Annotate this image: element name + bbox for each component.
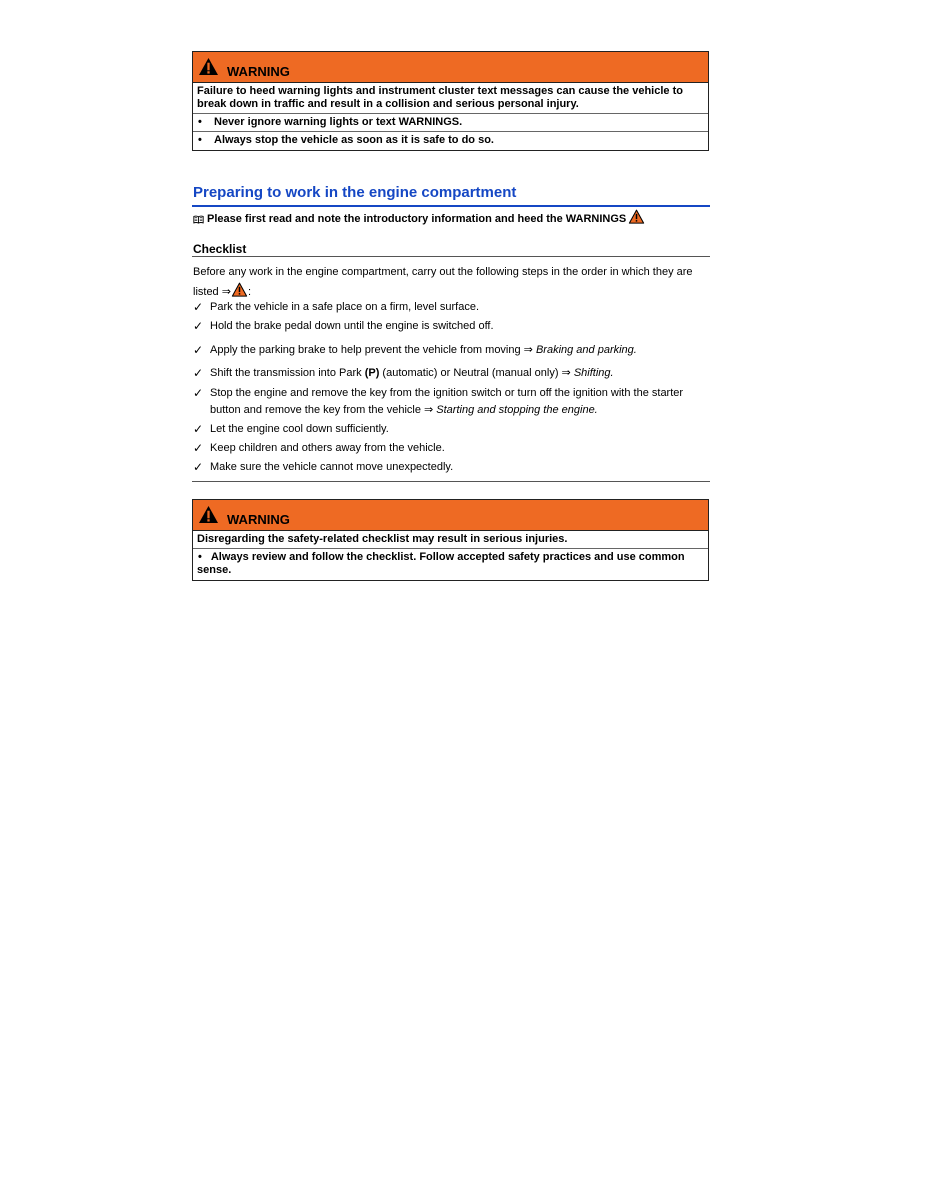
checklist-item-text: Stop the engine and remove the key from the ignition switch or turn off the ignition with the starter button and remove the key from the vehicle ⇒	[210, 387, 684, 416]
checkmark-icon: ✓	[193, 422, 204, 436]
cross-reference-link[interactable]: Braking and parking.	[535, 344, 637, 356]
checklist-item-text: Apply the parking brake to help prevent the vehicle from moving ⇒	[210, 344, 536, 356]
book-icon	[193, 215, 204, 224]
checklist-item-text: Let the engine cool down sufficiently.	[210, 423, 389, 435]
checkmark-icon: ✓	[193, 441, 204, 455]
cross-reference-link[interactable]: Starting and stopping the engine.	[436, 404, 598, 416]
checklist-item-text: Park the vehicle in a safe place on a firm, level surface.	[210, 301, 480, 313]
checklist-intro-text: Before any work in the engine compartment, carry out the following steps in the order in which they are listed ⇒	[193, 266, 693, 298]
checkmark-icon: ✓	[193, 366, 204, 380]
checklist-item	[193, 421, 708, 438]
section-title-rule	[192, 205, 710, 207]
warning-triangle-icon[interactable]	[628, 209, 645, 224]
warning-text: Disregarding the safety-related checklist may result in serious injuries.	[197, 533, 568, 545]
warning-body	[193, 83, 708, 150]
bullet-dot: •	[198, 134, 202, 146]
checklist-end-rule	[192, 481, 710, 482]
warning-triangle-icon	[198, 505, 219, 524]
checklist-item-text: Keep children and others away from the vehicle.	[210, 442, 445, 454]
warning-title: WARNING	[227, 64, 290, 79]
checklist-heading: Checklist	[193, 242, 247, 256]
park-position-label: (P)	[364, 367, 380, 379]
warning-bullet	[197, 116, 703, 129]
warning-bullet	[197, 134, 703, 147]
divider	[193, 131, 708, 132]
warning-bullet-text: Never ignore warning lights or text WARNINGS.	[214, 116, 463, 128]
intro-note-text: Please first read and note the introductory information and heed the WARNINGS	[207, 213, 627, 225]
warning-box-top	[192, 51, 709, 151]
checkmark-icon: ✓	[193, 300, 204, 314]
intro-note	[193, 213, 645, 225]
checklist-item-text: Hold the brake pedal down until the engine is switched off.	[210, 320, 494, 332]
divider	[193, 548, 708, 549]
section-title: Preparing to work in the engine compartment	[193, 184, 517, 201]
warning-header	[193, 52, 708, 83]
checklist-item-text: (automatic) or Neutral (manual only) ⇒	[379, 367, 574, 379]
checklist-item-text: Shift the transmission into Park	[210, 367, 365, 379]
checklist-item	[193, 318, 708, 335]
checkmark-icon: ✓	[193, 460, 204, 474]
warning-triangle-icon[interactable]	[231, 282, 248, 297]
warning-triangle-icon	[198, 57, 219, 76]
warning-box-bottom	[192, 499, 709, 581]
bullet-dot: •	[198, 551, 202, 563]
checklist-item	[193, 459, 708, 476]
warning-title: WARNING	[227, 512, 290, 527]
bullet-dot: •	[198, 116, 202, 128]
checklist-item	[193, 299, 708, 316]
checklist-item	[193, 440, 708, 457]
checklist-item	[193, 365, 708, 382]
checklist-intro	[193, 263, 708, 302]
checklist-item	[193, 385, 708, 419]
checklist-heading-rule	[192, 256, 710, 257]
warning-bullet	[197, 551, 703, 577]
checklist-intro-suffix: :	[247, 286, 252, 298]
divider	[193, 113, 708, 114]
checkmark-icon: ✓	[193, 386, 204, 400]
cross-reference-link[interactable]: Shifting.	[573, 367, 614, 379]
warning-body	[193, 531, 708, 580]
warning-text: Failure to heed warning lights and instrument cluster text messages can cause the vehicle to break down in traffic and result in a collision and serious personal injury.	[197, 85, 683, 110]
warning-header	[193, 500, 708, 531]
warning-bullet-text: Always review and follow the checklist. Follow accepted safety practices and use common sense.	[197, 551, 685, 576]
checkmark-icon: ✓	[193, 319, 204, 333]
checklist-item	[193, 342, 708, 359]
checklist-item-text: Make sure the vehicle cannot move unexpectedly.	[210, 461, 454, 473]
checkmark-icon: ✓	[193, 343, 204, 357]
warning-bullet-text: Always stop the vehicle as soon as it is safe to do so.	[214, 134, 494, 146]
